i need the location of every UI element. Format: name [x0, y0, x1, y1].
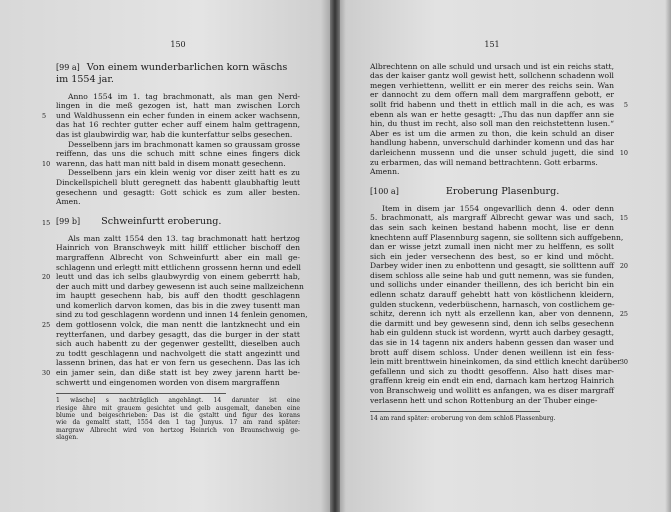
line-text: Amen.: [56, 197, 81, 207]
line-text: knechtenn auff Plasennburg sagenn, sie solltenn sich auffgebenn,: [370, 232, 624, 242]
line-text: sich ein jeder versechenn des best, so er kind und möcht.: [370, 251, 614, 261]
section-label: [99 a]: [56, 62, 80, 72]
line-text: 14 am rand später: eroberung von dem schloß Plassenburg.: [370, 415, 556, 423]
line-text: und sollichs under einander theillenn, des ich bericht bin ein: [370, 280, 614, 290]
line-text: Desselbenn jars ein klein wenig vor diser zeitt hatt es zu: [68, 168, 300, 178]
line-text: lassenn brinen, das hat er von fern us gesechenn. Das las ich: [56, 358, 300, 368]
line-text: ein jamer sein, dan diße statt ist bey zwey jarenn hartt be-: [56, 368, 300, 378]
page-number: 151: [484, 40, 500, 49]
line-text: handlung habenn, unverschuld darhinder komenn und das har: [370, 138, 614, 148]
section-heading: [370, 186, 614, 198]
text-line: [56, 358, 300, 368]
footnotes: [370, 415, 614, 422]
text-line: [56, 130, 300, 140]
line-number: 25: [42, 321, 51, 330]
line-number: 30: [619, 358, 628, 367]
line-text: und komerlich darvon komen, das bis in die zwey tusentt man: [56, 300, 300, 310]
text-line: [56, 178, 300, 188]
line-text: blume und beigeschrieben: Das ist die gstaltt und figur des korans: [56, 412, 300, 420]
text-line: [370, 386, 614, 396]
text-line: [42, 158, 300, 169]
line-number: 5: [623, 100, 628, 109]
line-text: schitz, derenn ich nytt als erzellenn kan, aber von dennenn,: [370, 309, 614, 319]
line-text: Als man zaltt 1554 den 13. tag brachmonatt hatt hertzog: [68, 233, 300, 243]
text-line: [370, 376, 614, 386]
text-line: [42, 320, 300, 330]
line-text: dan er wisse jetzt zumall inen nicht mer zu helffenn, es sollt: [370, 242, 614, 252]
line-text: brott auff disem schloss. Under denen weillenn ist ein fess-: [370, 347, 614, 357]
line-text: Darbey wider inen zu enbottenn und gesagtt, sie sollttenn auff: [370, 261, 614, 271]
text-line: [56, 339, 300, 349]
line-text: darleichenn mussenn und die unser schuld jugett, die sind: [370, 147, 614, 157]
text-line: [56, 301, 300, 311]
page-number: 150: [170, 40, 186, 49]
line-text: leutt und das ich selbs glaubwyrdig von einem geberrtt hab,: [56, 272, 300, 282]
line-text: der auch mitt und darbey gewesenn ist auch seine mallzeichenn: [56, 281, 304, 291]
section-title: Von einem wunderbarlichen korn wäschs im 1554 jar.: [56, 61, 288, 85]
text-line: [56, 263, 300, 273]
line-number: 10: [619, 148, 628, 157]
section-label: [100 a]: [370, 186, 399, 196]
line-text: verlasenn hett und schon Rottenburg an der Thuber einge-: [370, 395, 598, 405]
line-text: disem schloss alle seine hab und gutt nemenn, was sie funden,: [370, 270, 614, 280]
text-line: [370, 338, 614, 348]
section-heading: [56, 62, 300, 86]
text-line: [56, 140, 300, 150]
line-number: 10: [42, 159, 51, 168]
line-text: megen verhiettenn, wellitt er ein merer des reichs sein. Wan: [370, 80, 614, 90]
line-text: warenn, das hatt man nitt bald in disem monatt gesechenn.: [56, 158, 286, 168]
footnote-line: [56, 397, 300, 404]
text-line: [370, 396, 614, 406]
section-title: Schweinfurtt eroberung.: [101, 215, 222, 227]
line-text: ebenn als wan er hette gesagtt: „Thu das nun dapffer ann sie: [370, 109, 614, 119]
text-line: [56, 310, 308, 320]
line-text: 1 wäsche] s nachträglich angehängt. 14 darunter ist eine: [56, 397, 300, 405]
line-text: zu todtt geschlagenn und nachvolgett die statt angezintt und: [56, 348, 300, 358]
text-line: [370, 119, 614, 129]
line-text: Desselbenn jars im brachmonatt kamen so graussam grosse: [68, 139, 300, 149]
text-line: [370, 367, 614, 377]
text-line: [370, 242, 614, 252]
line-number: 25: [619, 310, 628, 319]
text-line: [370, 280, 614, 290]
line-text: 5. brachmonatt, als margraff Albrecht gewar was und sach,: [370, 213, 614, 223]
text-line: [56, 281, 304, 292]
right-page: [336, 0, 671, 512]
text-line: [56, 101, 300, 111]
line-text: im hauptt gesechenn hab, bis auff den thodtt geschlagenn: [56, 291, 300, 301]
line-text: lingen in die meß gezogen ist, hatt man zwischen Lorch: [56, 101, 300, 111]
text-line: [370, 357, 628, 367]
text-line: [370, 99, 628, 110]
text-line: [370, 110, 614, 120]
line-text: Albrechtenn on alle schuld und ursach und ist ein reichs statt,: [370, 61, 614, 71]
line-text: das der kaiser gantz woll gewist hett, sollchenn schadenn woll: [370, 71, 614, 81]
section-text: [42, 91, 300, 207]
line-text: gefallenn und sich zu thodtt gesoffenn. Also hatt dises mar-: [370, 366, 614, 376]
line-text: Aber es ist um die armen zu thon, die kein schuld an diser: [370, 128, 614, 138]
line-text: slagen.: [56, 434, 79, 442]
line-text: Hainrich von Branschweyk mitt hillff ettlicher bischoff den: [56, 243, 300, 253]
line-text: das sie in 14 tagenn nix anders habenn gessen dan waser und: [370, 338, 614, 348]
text-line: [370, 204, 614, 214]
footnote-line: [56, 434, 300, 441]
line-number: 30: [42, 369, 51, 378]
text-line: [370, 252, 614, 262]
line-text: und Waldhussenn ein echer funden in einem acker wachsenn,: [56, 110, 300, 120]
section-text: [42, 233, 308, 388]
line-number: 15: [619, 214, 628, 223]
right-page-body: [370, 40, 628, 423]
text-line: [370, 158, 614, 168]
text-line: [56, 330, 300, 340]
footnote-line: [56, 427, 300, 434]
text-line: [370, 129, 614, 139]
line-text: gesechenn und gesagtt: Gott schick es zum aller besten.: [56, 187, 300, 197]
line-text: zu erbarmen, das will nemand bettrachtenn. Gott erbarms.: [370, 157, 598, 167]
text-line: [370, 138, 614, 148]
footnote-line: [56, 412, 300, 419]
text-line: [370, 223, 614, 233]
text-line: [370, 300, 614, 310]
text-line: [56, 149, 300, 159]
line-text: von Branschweig und wollitt es anfangen, wa es diser margraff: [370, 386, 614, 395]
line-text: schlagenn und erlegtt mitt ettlichenn grossenn hernn und edell: [56, 262, 301, 272]
section-heading: [42, 215, 300, 228]
section-label: [99 b]: [56, 216, 81, 226]
footnote-line: [370, 415, 614, 422]
text-line: [370, 290, 614, 300]
line-text: riesige ähre mit grauem gesichtet und gelb ausgemalt, daneben eine: [56, 404, 300, 412]
text-line: [56, 378, 300, 388]
line-text: er dannocht zu dem offern mall dem margraffenn gebott, er: [370, 90, 614, 100]
line-text: gulden stuckenn, vederbüschenn, harnasch, von costlichem ge-: [370, 299, 615, 309]
line-number: 20: [619, 262, 628, 271]
line-text: sollt frid habenn und thett in ettlich mall in die ach, es was: [370, 99, 614, 109]
text-line: [56, 168, 300, 178]
line-text: schwertt und eingenomen worden von disem margraffenn: [56, 377, 280, 387]
footnote-line: [56, 419, 300, 426]
text-line: [56, 349, 300, 359]
text-line: [370, 328, 614, 338]
text-line: [370, 81, 614, 91]
text-line: [370, 213, 628, 223]
footnote-rule: [370, 411, 540, 412]
text-line: [370, 90, 614, 100]
text-line: [42, 272, 300, 282]
text-line: [370, 71, 614, 81]
text-line: [56, 188, 300, 198]
line-text: Dinckellspichell blutt geregnett das habentt glaubhaftig leutt: [56, 177, 300, 187]
line-text: sich auch habentt zu der gegenwer gestelltt, dieselben auch: [56, 339, 300, 349]
left-page-body: [42, 40, 308, 442]
line-text: reiffenn, das uns die schuch mitt schne eines fingers dick: [56, 149, 300, 159]
line-text: edlenn schatz darauff gehebtt hatt von köstlichenn kleidern,: [370, 290, 614, 300]
line-text: Item in disem jar 1554 ongevarllich denn 4. oder denn: [382, 203, 614, 213]
text-line: [370, 62, 614, 72]
text-line: [42, 110, 300, 121]
text-line: [56, 120, 300, 130]
text-line: [370, 147, 628, 158]
line-text: das sein sach keinen bestand habenn mocht, lise er denn: [370, 222, 614, 232]
line-text: Amenn.: [370, 167, 400, 177]
line-text: Anno 1554 im 1. tag brachmonatt, als man gen Nerd-: [68, 91, 300, 101]
text-line: [370, 309, 628, 319]
line-text: hin, du thust im recht, also soll man den reichstettenn lusen.“: [370, 119, 614, 129]
line-number: 5: [42, 111, 47, 120]
text-line: [56, 234, 300, 244]
footnotes: [56, 397, 300, 441]
line-number: 20: [42, 273, 51, 282]
line-text: margraw Albrecht wird von hertzog Heinrich von Braunschweig ge-: [56, 426, 300, 434]
left-page: [0, 0, 334, 512]
text-line: [370, 348, 614, 358]
text-line: [56, 92, 300, 102]
line-text: das hat 16 rechter gutter echer auff einem halm gettragenn,: [56, 120, 300, 130]
text-line: [370, 319, 614, 329]
text-line: [370, 271, 614, 281]
line-number: 15: [42, 218, 51, 227]
text-line: [42, 368, 300, 378]
section-title: Eroberung Plasenburg.: [445, 185, 560, 197]
text-line: [370, 167, 614, 177]
line-text: wie da gemaltt statt, 1554 den 1 tag Junyus. 17 am rand später:: [56, 419, 300, 427]
footnote-rule: [56, 393, 226, 394]
text-line: [370, 232, 624, 243]
text-line: [370, 261, 628, 271]
line-text: hab ein guldenn stuck ist wordenn, wyrtt auch darbey gesagtt,: [370, 328, 614, 338]
line-text: die darmitt und bey gewesenn sind, denn ich selbs gesechenn: [370, 318, 614, 328]
line-text: lein mitt brenttwein hineinkomen, da sind ettlich knecht darüber: [370, 357, 621, 367]
line-text: dem gottlosenn volck, die man nentt die lantzknecht und ein: [56, 320, 300, 330]
footnote-line: [56, 405, 300, 412]
section-text: [370, 203, 628, 405]
line-text: das ist glaubwirdig war, hab die kunterfattur selbs gesechen.: [56, 129, 293, 139]
line-text: reytterfanen, und darbey gesagtt, das die burger in der statt: [56, 329, 300, 339]
book-gutter: [330, 0, 340, 512]
line-text: sind zu tod geschlagenn wordenn und innen 14 fenlein genomen,: [56, 310, 308, 320]
line-text: graffenn kreig ein endt ein end, darnach kam hertzog Hainrich: [370, 376, 614, 386]
text-line: [56, 243, 300, 253]
text-line: [56, 197, 300, 207]
text-line: [56, 253, 300, 263]
line-text: margraffenn Albrecht von Schweinfurtt aber ein mall ge-: [56, 252, 300, 262]
section-text: [370, 61, 628, 177]
text-line: [56, 291, 300, 301]
